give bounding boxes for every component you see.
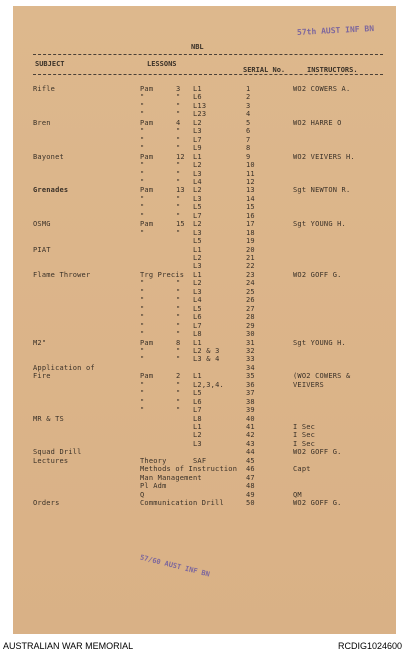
row-lesson: L6: [193, 313, 202, 322]
row-pam-number: ": [176, 169, 181, 178]
row-pam-number: ": [176, 203, 181, 212]
row-pam: ": [140, 355, 145, 364]
row-serial: 13: [246, 186, 255, 195]
col-lessons: LESSONS: [147, 60, 177, 68]
row-lesson: L7: [193, 135, 202, 144]
row-instructor: Sgt YOUNG H.: [293, 220, 346, 229]
row-pam: ": [140, 321, 145, 330]
row-serial: 35: [246, 372, 255, 381]
row-subject: Rifle: [33, 85, 56, 93]
row-serial: 48: [246, 482, 255, 491]
row-pam: ": [140, 287, 145, 296]
row-serial: 37: [246, 389, 255, 398]
row-pam-number: ": [176, 355, 181, 364]
row-subject: Grenades: [33, 186, 69, 195]
row-lesson: L3 & 4: [193, 355, 220, 364]
row-serial: 11: [246, 169, 255, 178]
row-serial: 9: [246, 152, 251, 161]
row-serial: 31: [246, 338, 255, 347]
row-subject: Application of: [33, 363, 95, 372]
row-pam-number: ": [176, 380, 181, 389]
row-pam-number: 15: [176, 220, 185, 229]
row-pam-number: ": [176, 211, 181, 220]
row-serial: 8: [246, 144, 251, 153]
row-pam-number: ": [176, 279, 181, 288]
row-pam-number: ": [176, 177, 181, 186]
row-pam: ": [140, 203, 145, 212]
row-pam: ": [140, 279, 145, 288]
row-serial: 23: [246, 270, 255, 279]
row-serial: 45: [246, 456, 255, 465]
row-subject: Flame Thrower: [33, 270, 91, 279]
row-instructor: I Sec: [293, 423, 316, 431]
row-lesson: L6: [193, 93, 202, 102]
row-lesson: L4: [193, 296, 202, 305]
row-serial: 46: [246, 465, 255, 474]
row-serial: 14: [246, 194, 255, 203]
row-serial: 33: [246, 355, 255, 364]
row-pam: ": [140, 161, 145, 170]
row-pam-number: ": [176, 93, 181, 102]
row-serial: 39: [246, 406, 255, 415]
row-pam-number: 2: [176, 372, 181, 381]
row-pam: ": [140, 135, 145, 144]
row-serial: 42: [246, 431, 255, 440]
row-lesson: L1: [193, 85, 202, 93]
row-lesson: L23: [193, 110, 207, 119]
row-lesson: L5: [193, 203, 202, 212]
row-lesson: L3: [193, 287, 202, 296]
row-serial: 38: [246, 397, 255, 406]
row-pam: Pam: [140, 338, 154, 347]
col-subject: SUBJECT: [35, 60, 65, 68]
row-subject: Fire: [33, 372, 51, 381]
row-instructor: (WO2 COWERS &: [293, 372, 351, 381]
row-lesson: L2: [193, 431, 202, 440]
row-serial: 50: [246, 499, 255, 508]
header-rule-top: [33, 54, 383, 55]
row-pam: ": [140, 127, 145, 136]
row-lesson: L2: [193, 161, 202, 170]
row-pam-number: ": [176, 397, 181, 406]
row-lesson: L9: [193, 144, 202, 153]
row-pam: ": [140, 194, 145, 203]
col-instructors: INSTRUCTORS.: [307, 66, 358, 74]
row-serial: 19: [246, 237, 255, 246]
row-lesson: L3: [193, 127, 202, 136]
unit-stamp-top: 57th AUST INF BN: [296, 23, 375, 38]
row-lesson: L2 & 3: [193, 346, 220, 355]
row-pam-number: ": [176, 304, 181, 313]
row-pam: Man Management: [140, 473, 202, 482]
footer-left: AUSTRALIAN WAR MEMORIAL: [3, 641, 134, 651]
row-pam: Methods of Instruction: [140, 465, 238, 474]
row-lesson: L1: [193, 270, 202, 279]
row-lesson: L2: [193, 279, 202, 288]
row-instructor: I Sec: [293, 439, 316, 448]
row-instructor: QM: [293, 490, 302, 499]
row-instructor: Sgt NEWTON R.: [293, 186, 351, 195]
row-pam: Communication Drill: [140, 499, 224, 508]
row-pam: ": [140, 177, 145, 186]
row-instructor: I Sec: [293, 431, 316, 440]
row-pam-number: 3: [176, 85, 181, 93]
row-pam: ": [140, 313, 145, 322]
row-subject: Bayonet: [33, 152, 64, 161]
row-pam-number: ": [176, 321, 181, 330]
row-instructor: WO2 VEIVERS H.: [293, 152, 355, 161]
row-serial: 16: [246, 211, 255, 220]
row-serial: 22: [246, 262, 255, 271]
row-pam: Trg Precis: [140, 270, 185, 279]
row-lesson: L4: [193, 177, 202, 186]
row-pam: Pam: [140, 118, 154, 127]
row-pam: ": [140, 330, 145, 339]
row-lesson: L3: [193, 194, 202, 203]
row-serial: 40: [246, 414, 255, 423]
row-lesson: L1: [193, 245, 202, 254]
row-lesson: L5: [193, 237, 202, 246]
row-serial: 7: [246, 135, 251, 144]
row-lesson: L13: [193, 101, 207, 110]
row-serial: 41: [246, 423, 255, 431]
row-serial: 26: [246, 296, 255, 305]
row-lesson: L1: [193, 152, 202, 161]
row-subject: Lectures: [33, 456, 69, 465]
row-lesson: L2: [193, 118, 202, 127]
row-lesson: L2: [193, 220, 202, 229]
row-lesson: L7: [193, 321, 202, 330]
row-serial: 15: [246, 203, 255, 212]
row-lesson: L3: [193, 439, 202, 448]
row-pam-number: ": [176, 161, 181, 170]
row-pam-number: ": [176, 296, 181, 305]
row-serial: 30: [246, 330, 255, 339]
row-lesson: L5: [193, 304, 202, 313]
row-pam: ": [140, 169, 145, 178]
row-lesson: L7: [193, 406, 202, 415]
row-serial: 3: [246, 101, 251, 110]
row-serial: 21: [246, 254, 255, 262]
row-pam: ": [140, 346, 145, 355]
row-lesson: L3: [193, 169, 202, 178]
row-lesson: L7: [193, 211, 202, 220]
row-lesson: L8: [193, 414, 202, 423]
row-instructor: WO2 GOFF G.: [293, 499, 342, 508]
row-serial: 24: [246, 279, 255, 288]
row-serial: 29: [246, 321, 255, 330]
row-subject: OSMG: [33, 220, 51, 229]
row-instructor: WO2 GOFF G.: [293, 448, 342, 457]
row-lesson: L3: [193, 228, 202, 237]
row-pam: ": [140, 304, 145, 313]
row-pam: ": [140, 389, 145, 398]
row-lesson: L1: [193, 338, 202, 347]
row-pam-number: ": [176, 389, 181, 398]
row-pam-number: ": [176, 101, 181, 110]
row-serial: 49: [246, 490, 255, 499]
footer-right: RCDIG1024600: [337, 641, 402, 651]
row-pam: Pam: [140, 85, 154, 93]
row-pam-number: ": [176, 346, 181, 355]
row-serial: 44: [246, 448, 255, 457]
row-pam: ": [140, 211, 145, 220]
row-pam: Q: [140, 490, 145, 499]
row-serial: 36: [246, 380, 255, 389]
row-serial: 43: [246, 439, 255, 448]
row-lesson: SAF: [193, 456, 207, 465]
row-pam-number: ": [176, 287, 181, 296]
row-subject: Squad Drill: [33, 448, 82, 457]
page-heading: NBL: [191, 43, 204, 51]
row-pam-number: ": [176, 330, 181, 339]
row-lesson: L2,3,4.: [193, 380, 224, 389]
row-pam: ": [140, 296, 145, 305]
row-pam: ": [140, 406, 145, 415]
row-serial: 5: [246, 118, 251, 127]
row-subject: Orders: [33, 499, 60, 508]
row-instructor: WO2 GOFF G.: [293, 270, 342, 279]
row-pam: Pam: [140, 152, 154, 161]
row-pam-number: 4: [176, 118, 181, 127]
row-lesson: L2: [193, 186, 202, 195]
row-serial: 27: [246, 304, 255, 313]
row-pam: Theory: [140, 456, 167, 465]
row-subject: M2": [33, 338, 47, 347]
row-lesson: L5: [193, 389, 202, 398]
row-instructor: WO2 HARRE O: [293, 118, 342, 127]
row-instructor: WO2 COWERS A.: [293, 85, 351, 93]
row-lesson: L1: [193, 372, 202, 381]
row-pam-number: ": [176, 110, 181, 119]
row-pam-number: ": [176, 127, 181, 136]
row-pam: ": [140, 101, 145, 110]
document-page: [13, 6, 396, 634]
row-serial: 47: [246, 473, 255, 482]
row-serial: 1: [246, 85, 251, 93]
row-pam: Pam: [140, 372, 154, 381]
row-serial: 20: [246, 245, 255, 254]
unit-stamp-bottom: 57/60 AUST INF BN: [139, 553, 211, 579]
row-lesson: L2: [193, 254, 202, 262]
row-pam-number: ": [176, 228, 181, 237]
row-lesson: L6: [193, 397, 202, 406]
row-pam: ": [140, 397, 145, 406]
row-pam: Pl Adm: [140, 482, 167, 491]
row-serial: 25: [246, 287, 255, 296]
row-lesson: L3: [193, 262, 202, 271]
row-serial: 6: [246, 127, 251, 136]
row-serial: 4: [246, 110, 251, 119]
row-pam: ": [140, 110, 145, 119]
row-serial: 2: [246, 93, 251, 102]
row-pam: Pam: [140, 186, 154, 195]
row-lesson: L8: [193, 330, 202, 339]
row-pam: ": [140, 93, 145, 102]
row-lesson: L1: [193, 423, 202, 431]
row-serial: 18: [246, 228, 255, 237]
row-pam: ": [140, 228, 145, 237]
row-pam-number: 8: [176, 338, 181, 347]
row-pam: ": [140, 144, 145, 153]
row-subject: PIAT: [33, 245, 51, 254]
row-instructor: Sgt YOUNG H.: [293, 338, 346, 347]
row-serial: 32: [246, 346, 255, 355]
row-instructor: Capt: [293, 465, 311, 474]
col-serial: SERIAL No.: [243, 66, 286, 74]
row-serial: 10: [246, 161, 255, 170]
row-pam-number: ": [176, 313, 181, 322]
row-pam-number: ": [176, 194, 181, 203]
row-pam-number: ": [176, 135, 181, 144]
row-serial: 17: [246, 220, 255, 229]
row-serial: 34: [246, 363, 255, 372]
row-pam-number: ": [176, 406, 181, 415]
row-pam-number: ": [176, 144, 181, 153]
row-pam: Pam: [140, 220, 154, 229]
header-rule-bottom: [33, 74, 383, 75]
row-instructor: VEIVERS: [293, 380, 324, 389]
row-pam-number: 13: [176, 186, 185, 195]
row-serial: 28: [246, 313, 255, 322]
row-pam-number: 12: [176, 152, 185, 161]
row-pam: ": [140, 380, 145, 389]
row-subject: MR & TS: [33, 414, 64, 423]
row-serial: 12: [246, 177, 255, 186]
row-subject: Bren: [33, 118, 51, 127]
